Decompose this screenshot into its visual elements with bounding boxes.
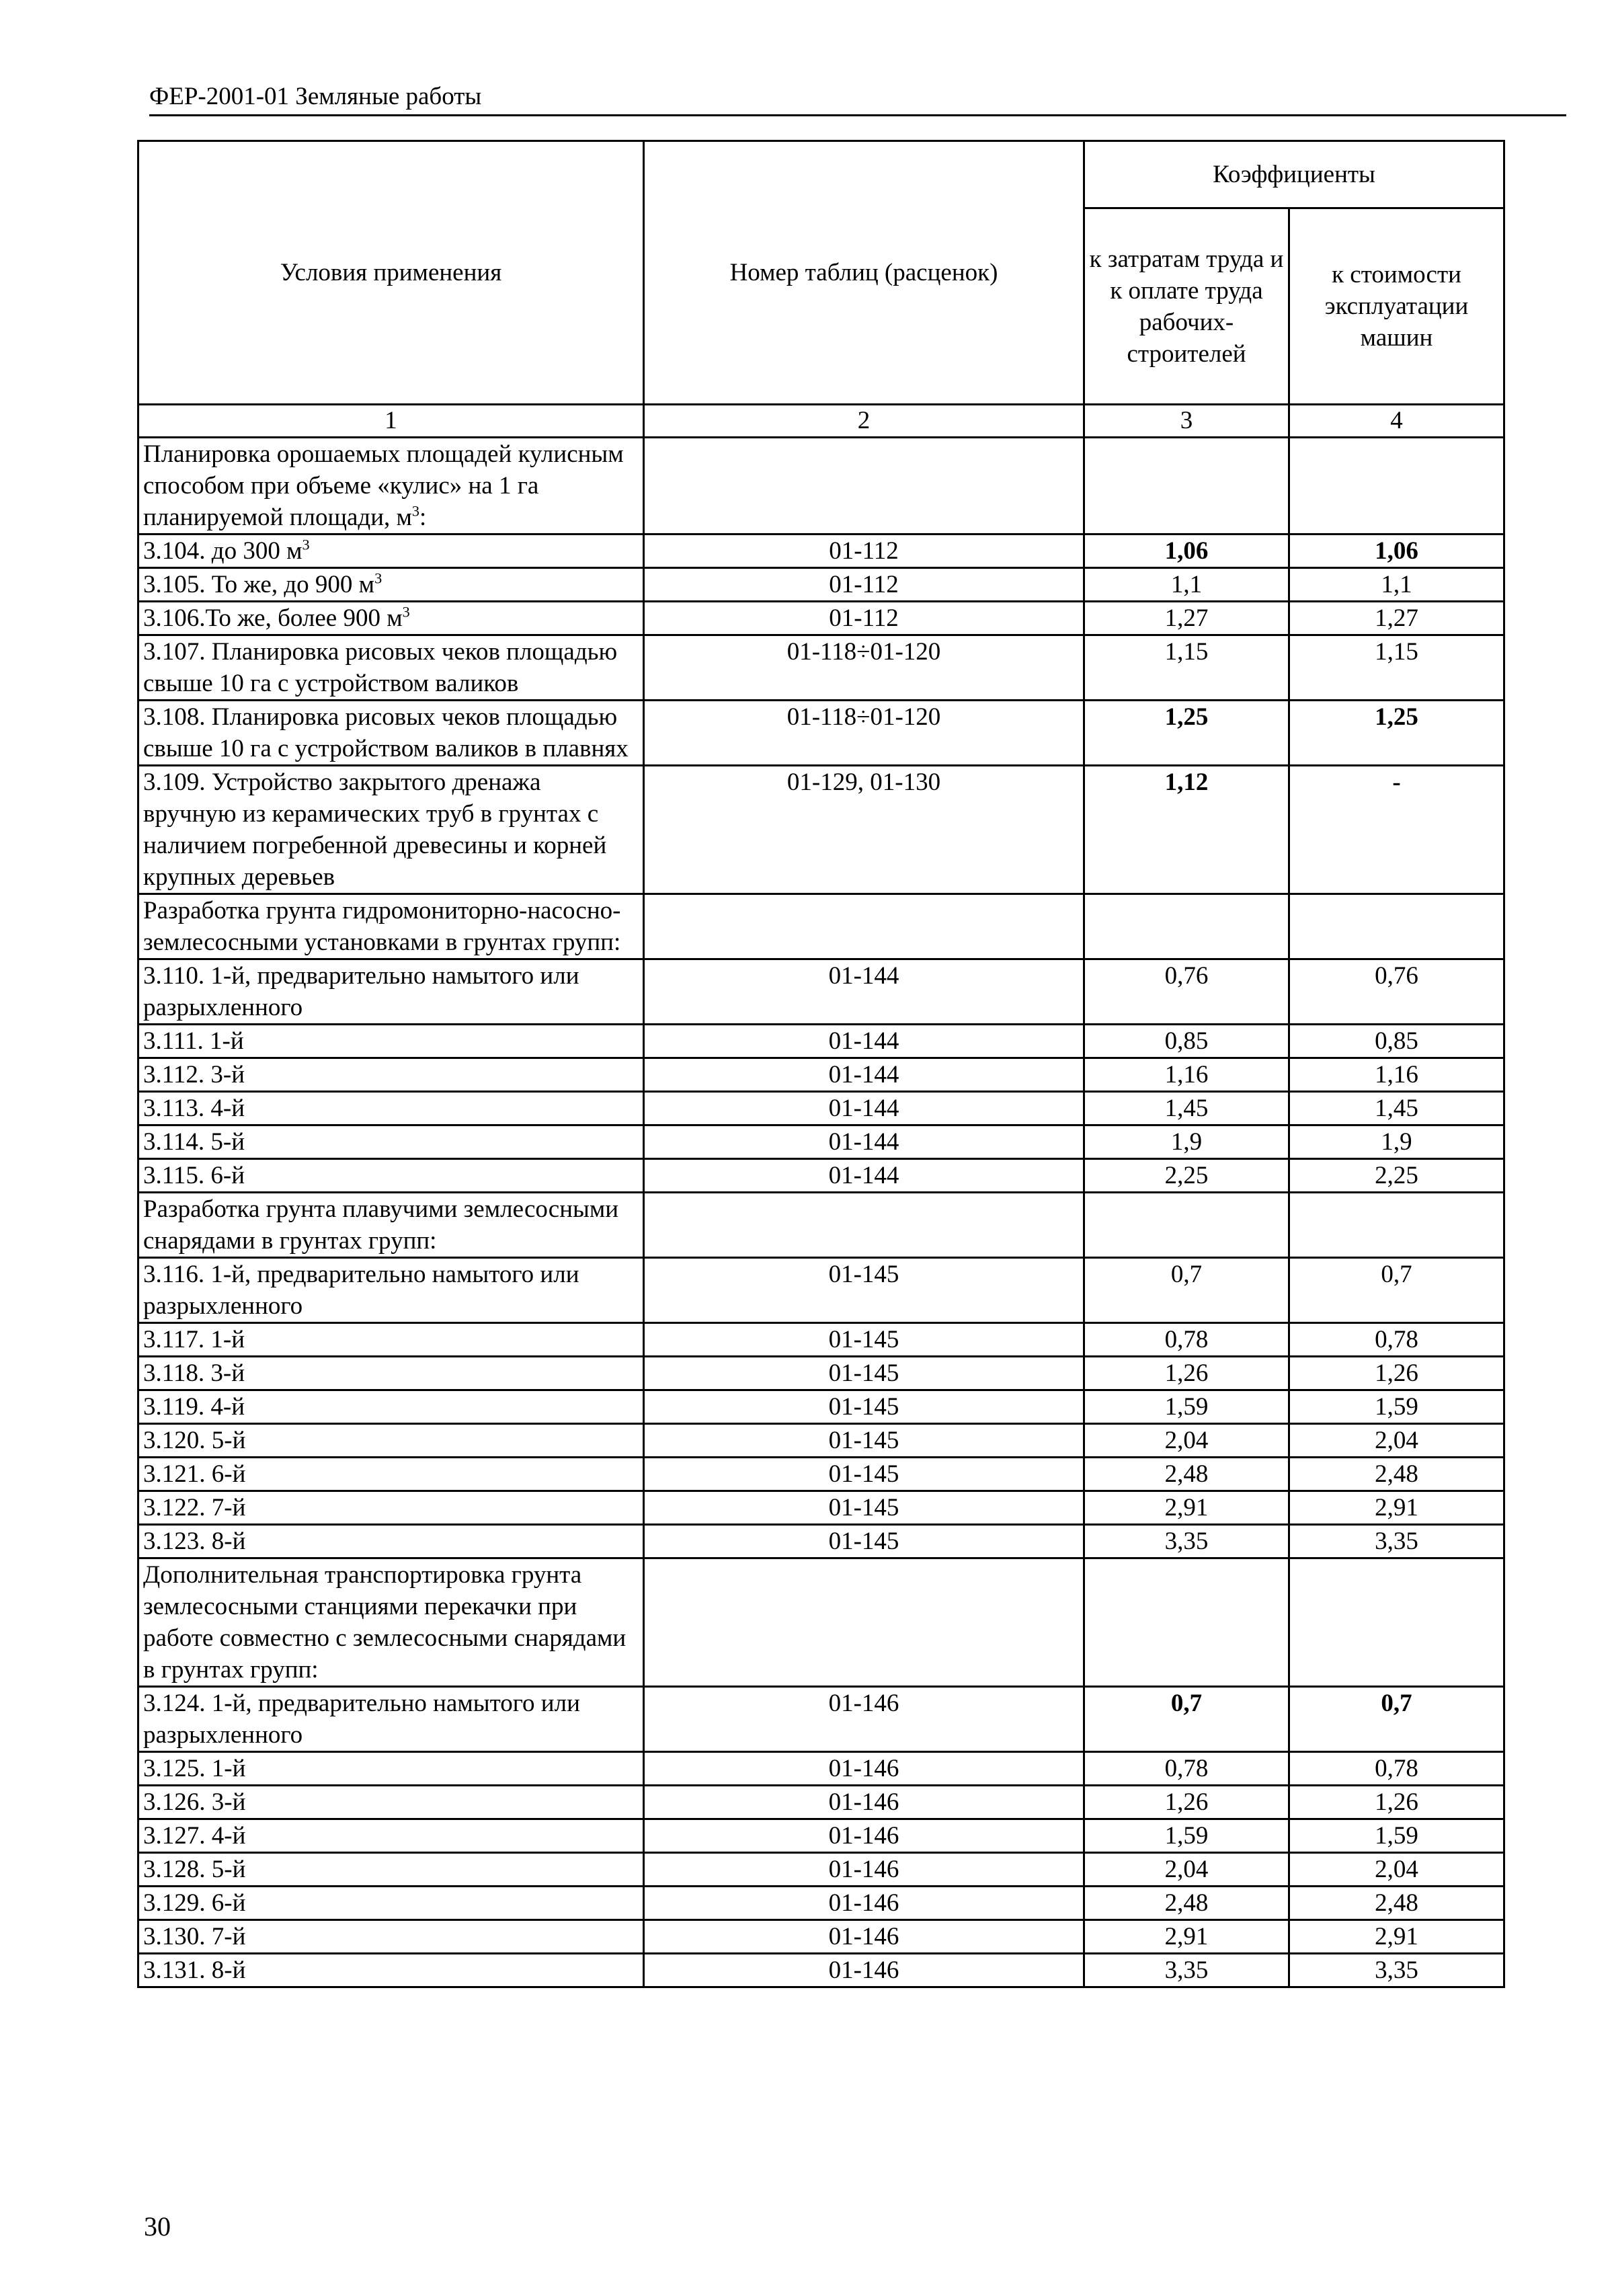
labor-coefficient-cell: 1,26 bbox=[1084, 1786, 1289, 1819]
machine-coefficient-cell: 1,59 bbox=[1289, 1819, 1504, 1853]
labor-coefficient-cell: 1,25 bbox=[1084, 701, 1289, 766]
condition-cell bbox=[138, 1558, 644, 1687]
labor-coefficient-cell: 2,48 bbox=[1084, 1458, 1289, 1491]
table-number-cell: 01-112 bbox=[644, 602, 1084, 635]
table-number-cell: 01-146 bbox=[644, 1887, 1084, 1920]
labor-coefficient-cell: 2,04 bbox=[1084, 1424, 1289, 1458]
condition-cell bbox=[138, 1491, 644, 1525]
condition-text: 3.116. 1-й, предварительно намытого или разрыхленного bbox=[143, 1261, 579, 1320]
coefficients-table bbox=[137, 140, 1505, 1988]
header-coefficients: Коэффициенты bbox=[1084, 141, 1504, 208]
condition-text: 3.124. 1-й, предварительно намытого или разрыхленного bbox=[143, 1690, 580, 1749]
condition-cell bbox=[138, 766, 644, 894]
machine-coefficient-cell: 0,78 bbox=[1289, 1323, 1504, 1357]
condition-cell bbox=[138, 1125, 644, 1159]
table-group-row bbox=[138, 1558, 1504, 1687]
table-number-cell: 01-145 bbox=[644, 1258, 1084, 1323]
machine-coefficient-cell: 1,26 bbox=[1289, 1786, 1504, 1819]
condition-cell bbox=[138, 1786, 644, 1819]
labor-coefficient-cell: 0,85 bbox=[1084, 1025, 1289, 1058]
condition-text: 3.113. 4-й bbox=[143, 1095, 245, 1122]
condition-text: 3.121. 6-й bbox=[143, 1460, 246, 1488]
table-row bbox=[138, 1687, 1504, 1752]
labor-coefficient-cell: 0,78 bbox=[1084, 1323, 1289, 1357]
table-number-cell: 01-145 bbox=[644, 1491, 1084, 1525]
table-row bbox=[138, 1025, 1504, 1058]
condition-suffix: : bbox=[419, 504, 427, 531]
condition-text: 3.126. 3-й bbox=[143, 1788, 246, 1816]
labor-coefficient-cell: 0,7 bbox=[1084, 1258, 1289, 1323]
machine-coefficient-cell: 2,48 bbox=[1289, 1458, 1504, 1491]
condition-text: Дополнительная транспортировка грунта землесосными станциями перекачки при работе совместно с землесосными снарядами в грунтах групп: bbox=[143, 1561, 627, 1684]
condition-cell bbox=[138, 959, 644, 1025]
table-row bbox=[138, 1887, 1504, 1920]
table-row bbox=[138, 1920, 1504, 1954]
table-row bbox=[138, 1424, 1504, 1458]
labor-coefficient-cell: 1,15 bbox=[1084, 635, 1289, 701]
machine-coefficient-cell: 1,27 bbox=[1289, 602, 1504, 635]
table-row bbox=[138, 1491, 1504, 1525]
table-row bbox=[138, 1258, 1504, 1323]
condition-cell bbox=[138, 1887, 644, 1920]
table-body bbox=[138, 438, 1504, 1987]
labor-coefficient-cell: 0,78 bbox=[1084, 1752, 1289, 1786]
condition-cell bbox=[138, 1853, 644, 1887]
machine-coefficient-cell: 0,78 bbox=[1289, 1752, 1504, 1786]
table-group-row bbox=[138, 438, 1504, 535]
table-group-row bbox=[138, 894, 1504, 959]
table-row bbox=[138, 535, 1504, 568]
condition-text: 3.125. 1-й bbox=[143, 1755, 246, 1782]
condition-text: 3.123. 8-й bbox=[143, 1528, 246, 1555]
table-row bbox=[138, 766, 1504, 894]
condition-text: 3.109. Устройство закрытого дренажа вручную из керамических труб в грунтах с наличием погребенной древесины и корней крупных деревьев bbox=[143, 768, 607, 891]
condition-cell bbox=[138, 701, 644, 766]
labor-coefficient-cell: 3,35 bbox=[1084, 1525, 1289, 1558]
table-row bbox=[138, 1125, 1504, 1159]
machine-coefficient-cell: 0,7 bbox=[1289, 1687, 1504, 1752]
table-number-cell: 01-146 bbox=[644, 1920, 1084, 1954]
unit-superscript: 3 bbox=[302, 536, 310, 553]
table-row bbox=[138, 701, 1504, 766]
table-number-cell: 01-144 bbox=[644, 1125, 1084, 1159]
machine-coefficient-cell: 2,25 bbox=[1289, 1159, 1504, 1193]
condition-cell bbox=[138, 1092, 644, 1125]
table-number-cell: 01-145 bbox=[644, 1525, 1084, 1558]
machine-coefficient-cell: 0,76 bbox=[1289, 959, 1504, 1025]
page-number: 30 bbox=[144, 2211, 171, 2242]
labor-coefficient-cell: 2,48 bbox=[1084, 1887, 1289, 1920]
condition-cell bbox=[138, 1954, 644, 1987]
unit-superscript: 3 bbox=[402, 603, 410, 621]
header-labor-coefficient: к затратам труда и к оплате труда рабочих-строителей bbox=[1084, 208, 1289, 405]
table-row bbox=[138, 1458, 1504, 1491]
table-row bbox=[138, 1525, 1504, 1558]
unit-superscript: 3 bbox=[411, 502, 420, 520]
labor-coefficient-cell: 2,04 bbox=[1084, 1853, 1289, 1887]
table-number-cell: 01-146 bbox=[644, 1819, 1084, 1853]
condition-cell bbox=[138, 1525, 644, 1558]
condition-text: 3.131. 8-й bbox=[143, 1956, 246, 1984]
labor-coefficient-cell: 1,59 bbox=[1084, 1390, 1289, 1424]
machine-coefficient-cell: 1,59 bbox=[1289, 1390, 1504, 1424]
condition-text: 3.108. Планировка рисовых чеков площадью свыше 10 га с устройством валиков в плавнях bbox=[143, 703, 629, 762]
machine-coefficient-cell: - bbox=[1289, 766, 1504, 894]
table-row bbox=[138, 1786, 1504, 1819]
condition-cell bbox=[138, 1258, 644, 1323]
condition-cell bbox=[138, 1920, 644, 1954]
table-number-cell bbox=[644, 1558, 1084, 1687]
labor-coefficient-cell bbox=[1084, 894, 1289, 959]
table-row bbox=[138, 1954, 1504, 1987]
condition-cell bbox=[138, 602, 644, 635]
condition-cell bbox=[138, 1819, 644, 1853]
condition-text: 3.120. 5-й bbox=[143, 1427, 246, 1454]
condition-cell bbox=[138, 1357, 644, 1390]
table-row bbox=[138, 1092, 1504, 1125]
condition-text: Разработка грунта плавучими землесосными снарядами в грунтах групп: bbox=[143, 1195, 619, 1255]
page-header bbox=[149, 79, 1566, 116]
table-number-cell: 01-146 bbox=[644, 1752, 1084, 1786]
labor-coefficient-cell: 0,7 bbox=[1084, 1687, 1289, 1752]
labor-coefficient-cell bbox=[1084, 1558, 1289, 1687]
table-row bbox=[138, 1853, 1504, 1887]
table-row bbox=[138, 635, 1504, 701]
table-number-cell: 01-144 bbox=[644, 959, 1084, 1025]
labor-coefficient-cell bbox=[1084, 1193, 1289, 1258]
table-number-cell: 01-144 bbox=[644, 1058, 1084, 1092]
table-number-cell: 01-118÷01-120 bbox=[644, 701, 1084, 766]
document-title: ФЕР-2001-01 Земляные работы bbox=[149, 83, 482, 110]
header-conditions: Условия применения bbox=[138, 141, 644, 405]
machine-coefficient-cell: 1,1 bbox=[1289, 568, 1504, 602]
table-number-cell: 01-145 bbox=[644, 1424, 1084, 1458]
labor-coefficient-cell bbox=[1084, 438, 1289, 535]
machine-coefficient-cell bbox=[1289, 1193, 1504, 1258]
table-number-cell bbox=[644, 1193, 1084, 1258]
condition-text: 3.122. 7-й bbox=[143, 1494, 246, 1521]
header-machine-coefficient: к стоимости эксплуатации машин bbox=[1289, 208, 1504, 405]
table-row bbox=[138, 568, 1504, 602]
condition-text: 3.107. Планировка рисовых чеков площадью свыше 10 га с устройством валиков bbox=[143, 638, 618, 697]
condition-cell bbox=[138, 1025, 644, 1058]
table-number-cell: 01-129, 01-130 bbox=[644, 766, 1084, 894]
machine-coefficient-cell: 0,7 bbox=[1289, 1258, 1504, 1323]
labor-coefficient-cell: 2,91 bbox=[1084, 1920, 1289, 1954]
condition-text: 3.129. 6-й bbox=[143, 1889, 246, 1917]
table-number-cell: 01-146 bbox=[644, 1954, 1084, 1987]
machine-coefficient-cell: 2,48 bbox=[1289, 1887, 1504, 1920]
column-number: 1 bbox=[138, 405, 644, 438]
condition-cell bbox=[138, 438, 644, 535]
machine-coefficient-cell: 2,04 bbox=[1289, 1853, 1504, 1887]
machine-coefficient-cell bbox=[1289, 894, 1504, 959]
condition-cell bbox=[138, 1458, 644, 1491]
condition-cell bbox=[138, 1390, 644, 1424]
labor-coefficient-cell: 1,45 bbox=[1084, 1092, 1289, 1125]
table-row bbox=[138, 1159, 1504, 1193]
machine-coefficient-cell bbox=[1289, 1558, 1504, 1687]
machine-coefficient-cell: 3,35 bbox=[1289, 1954, 1504, 1987]
condition-text: 3.110. 1-й, предварительно намытого или разрыхленного bbox=[143, 962, 579, 1021]
table-number-cell: 01-145 bbox=[644, 1323, 1084, 1357]
machine-coefficient-cell: 0,85 bbox=[1289, 1025, 1504, 1058]
machine-coefficient-cell: 1,9 bbox=[1289, 1125, 1504, 1159]
machine-coefficient-cell: 3,35 bbox=[1289, 1525, 1504, 1558]
condition-text: 3.128. 5-й bbox=[143, 1856, 246, 1883]
table-number-cell: 01-144 bbox=[644, 1092, 1084, 1125]
table-row bbox=[138, 959, 1504, 1025]
condition-text: 3.106.То же, более 900 м bbox=[143, 604, 403, 632]
condition-text: Планировка орошаемых площадей кулисным способом при объеме «кулис» на 1 га планируемой площади, м bbox=[143, 440, 624, 531]
condition-text: 3.115. 6-й bbox=[143, 1162, 245, 1189]
condition-cell bbox=[138, 894, 644, 959]
table-row bbox=[138, 1752, 1504, 1786]
table-number-cell: 01-146 bbox=[644, 1853, 1084, 1887]
labor-coefficient-cell: 2,91 bbox=[1084, 1491, 1289, 1525]
machine-coefficient-cell bbox=[1289, 438, 1504, 535]
machine-coefficient-cell: 1,15 bbox=[1289, 635, 1504, 701]
condition-cell bbox=[138, 1159, 644, 1193]
table-row bbox=[138, 1390, 1504, 1424]
condition-text: 3.118. 3-й bbox=[143, 1359, 245, 1387]
table-number-cell: 01-146 bbox=[644, 1687, 1084, 1752]
labor-coefficient-cell: 1,59 bbox=[1084, 1819, 1289, 1853]
condition-cell bbox=[138, 1058, 644, 1092]
table-row bbox=[138, 1323, 1504, 1357]
condition-text: 3.104. до 300 м bbox=[143, 537, 302, 565]
table-row bbox=[138, 1357, 1504, 1390]
table-row bbox=[138, 1058, 1504, 1092]
table-number-cell: 01-146 bbox=[644, 1786, 1084, 1819]
condition-text: 3.105. То же, до 900 м bbox=[143, 571, 375, 598]
condition-text: 3.127. 4-й bbox=[143, 1822, 246, 1850]
header-table-numbers: Номер таблиц (расценок) bbox=[644, 141, 1084, 405]
labor-coefficient-cell: 1,1 bbox=[1084, 568, 1289, 602]
machine-coefficient-cell: 2,91 bbox=[1289, 1920, 1504, 1954]
table-row bbox=[138, 602, 1504, 635]
condition-cell bbox=[138, 635, 644, 701]
condition-cell bbox=[138, 1687, 644, 1752]
unit-superscript: 3 bbox=[374, 569, 382, 587]
table-number-cell: 01-145 bbox=[644, 1357, 1084, 1390]
condition-cell bbox=[138, 1323, 644, 1357]
machine-coefficient-cell: 1,16 bbox=[1289, 1058, 1504, 1092]
condition-text: Разработка грунта гидромониторно-насосно-землесосными установками в грунтах групп: bbox=[143, 897, 621, 956]
table-number-cell: 01-112 bbox=[644, 535, 1084, 568]
labor-coefficient-cell: 1,26 bbox=[1084, 1357, 1289, 1390]
machine-coefficient-cell: 1,25 bbox=[1289, 701, 1504, 766]
condition-text: 3.112. 3-й bbox=[143, 1061, 245, 1088]
table-number-cell: 01-145 bbox=[644, 1390, 1084, 1424]
labor-coefficient-cell: 1,9 bbox=[1084, 1125, 1289, 1159]
table-number-cell: 01-144 bbox=[644, 1159, 1084, 1193]
labor-coefficient-cell: 1,12 bbox=[1084, 766, 1289, 894]
table-number-cell: 01-144 bbox=[644, 1025, 1084, 1058]
condition-text: 3.117. 1-й bbox=[143, 1326, 245, 1353]
machine-coefficient-cell: 1,06 bbox=[1289, 535, 1504, 568]
column-number: 4 bbox=[1289, 405, 1504, 438]
condition-cell bbox=[138, 568, 644, 602]
condition-cell bbox=[138, 1193, 644, 1258]
condition-cell bbox=[138, 1752, 644, 1786]
condition-text: 3.130. 7-й bbox=[143, 1923, 246, 1950]
machine-coefficient-cell: 2,04 bbox=[1289, 1424, 1504, 1458]
table-group-row bbox=[138, 1193, 1504, 1258]
condition-cell bbox=[138, 1424, 644, 1458]
table-number-cell: 01-145 bbox=[644, 1458, 1084, 1491]
column-number: 3 bbox=[1084, 405, 1289, 438]
machine-coefficient-cell: 1,45 bbox=[1289, 1092, 1504, 1125]
machine-coefficient-cell: 1,26 bbox=[1289, 1357, 1504, 1390]
table-number-cell bbox=[644, 438, 1084, 535]
labor-coefficient-cell: 1,06 bbox=[1084, 535, 1289, 568]
condition-text: 3.114. 5-й bbox=[143, 1128, 245, 1156]
table-row bbox=[138, 1819, 1504, 1853]
labor-coefficient-cell: 1,27 bbox=[1084, 602, 1289, 635]
labor-coefficient-cell: 0,76 bbox=[1084, 959, 1289, 1025]
column-number: 2 bbox=[644, 405, 1084, 438]
condition-text: 3.119. 4-й bbox=[143, 1393, 245, 1421]
labor-coefficient-cell: 1,16 bbox=[1084, 1058, 1289, 1092]
labor-coefficient-cell: 3,35 bbox=[1084, 1954, 1289, 1987]
table-number-cell: 01-118÷01-120 bbox=[644, 635, 1084, 701]
table-number-cell: 01-112 bbox=[644, 568, 1084, 602]
condition-cell bbox=[138, 535, 644, 568]
table-number-cell bbox=[644, 894, 1084, 959]
condition-text: 3.111. 1-й bbox=[143, 1027, 244, 1055]
labor-coefficient-cell: 2,25 bbox=[1084, 1159, 1289, 1193]
machine-coefficient-cell: 2,91 bbox=[1289, 1491, 1504, 1525]
